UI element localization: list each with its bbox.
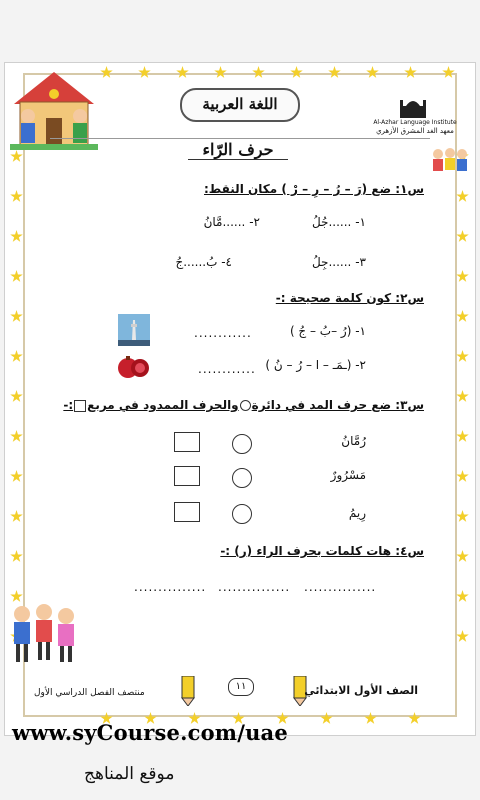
q4-blank-2: ............... — [218, 580, 291, 594]
q3-prompt-part-a: س٣: ضع حرف المد في دائرة — [251, 398, 424, 412]
page-number: ١١ — [228, 678, 254, 696]
q1-item-4 — [175, 255, 232, 269]
q1-item-dots: ...... — [328, 255, 352, 269]
q3-prompt-part-c: :- — [63, 398, 74, 412]
subject-banner — [180, 88, 300, 122]
header-divider — [50, 138, 430, 139]
q3-circle-2[interactable] — [232, 468, 252, 488]
question-2-prompt: س٢: كون كلمة صحيحة :- — [275, 291, 424, 305]
q3-prompt-part-b: والحرف الممدود في مربع — [87, 398, 239, 412]
q1-item-3 — [312, 255, 366, 269]
pomegranate-picture — [116, 354, 152, 380]
q1-item-word: جُ — [175, 255, 184, 269]
q1-item-dots: ...... — [222, 215, 246, 229]
q1-item-word: جُلُ — [311, 215, 329, 229]
term-label: منتصف الفصل الدراسي الأول — [34, 688, 145, 698]
lesson-title: حرف الرّاء — [188, 140, 288, 160]
institute-name-en: Al-Azhar Language Institute — [373, 119, 457, 126]
tower-picture — [118, 314, 150, 346]
question-3-prompt — [63, 398, 424, 412]
q3-circle-3[interactable] — [232, 504, 252, 524]
q1-item-prefix: بُ — [206, 255, 218, 269]
q1-item-number: ٤- — [221, 255, 232, 269]
q3-word-2: مَسْرُورٌ — [330, 468, 366, 482]
q2-answer-2: ............ — [198, 362, 256, 376]
page-border — [23, 73, 457, 717]
grade-label: الصف الأول الابتدائي — [304, 684, 418, 697]
question-4-prompt: س٤: هات كلمات بحرف الراء (ر) :- — [220, 544, 424, 558]
q1-item-2 — [204, 215, 260, 229]
q2-answer-1: ............ — [194, 326, 252, 340]
pencil-boy-icon — [176, 676, 200, 706]
q3-square-2[interactable] — [174, 466, 200, 486]
q1-item-1 — [312, 215, 366, 229]
subject-title: اللغة العربية — [202, 95, 278, 113]
institute-name-ar: معهد الغد المشرق الأزهري — [376, 127, 454, 135]
q3-square-3[interactable] — [174, 502, 200, 522]
circle-symbol — [240, 400, 251, 411]
school-kids-illustration — [6, 66, 102, 152]
site-name-watermark: موقع المناهج — [84, 764, 175, 784]
q4-blank-3: ............... — [134, 580, 207, 594]
q1-item-dots: ...... — [183, 255, 207, 269]
site-url-watermark: www.syCourse.com/uae — [12, 720, 288, 745]
q3-word-3: رِيمُ — [348, 506, 366, 520]
mosque-logo-icon — [398, 96, 428, 118]
q2-item-1: ١- (رُ –بُ – جُ ) — [289, 324, 366, 338]
children-illustration — [8, 600, 80, 670]
q1-item-dots: ...... — [328, 215, 352, 229]
q1-item-number: ١- — [355, 215, 366, 229]
q1-item-word: جِلُ — [311, 255, 329, 269]
square-symbol — [74, 400, 86, 412]
q3-word-1: رُمَّانُ — [341, 434, 366, 448]
kids-illustration — [430, 146, 470, 182]
q3-square-1[interactable] — [174, 432, 200, 452]
question-1-prompt: س١: ضع (رَ – رُ – رِ – رْ ) مكان النقط: — [204, 182, 424, 196]
q1-item-word: مَّانُ — [203, 215, 223, 229]
q1-item-number: ٣- — [355, 255, 366, 269]
q4-blank-1: ............... — [304, 580, 377, 594]
q2-item-2: ٢- (ـمَـ – ا – رُ – نُ ) — [265, 358, 366, 372]
q1-item-number: ٢- — [249, 215, 260, 229]
q3-circle-1[interactable] — [232, 434, 252, 454]
